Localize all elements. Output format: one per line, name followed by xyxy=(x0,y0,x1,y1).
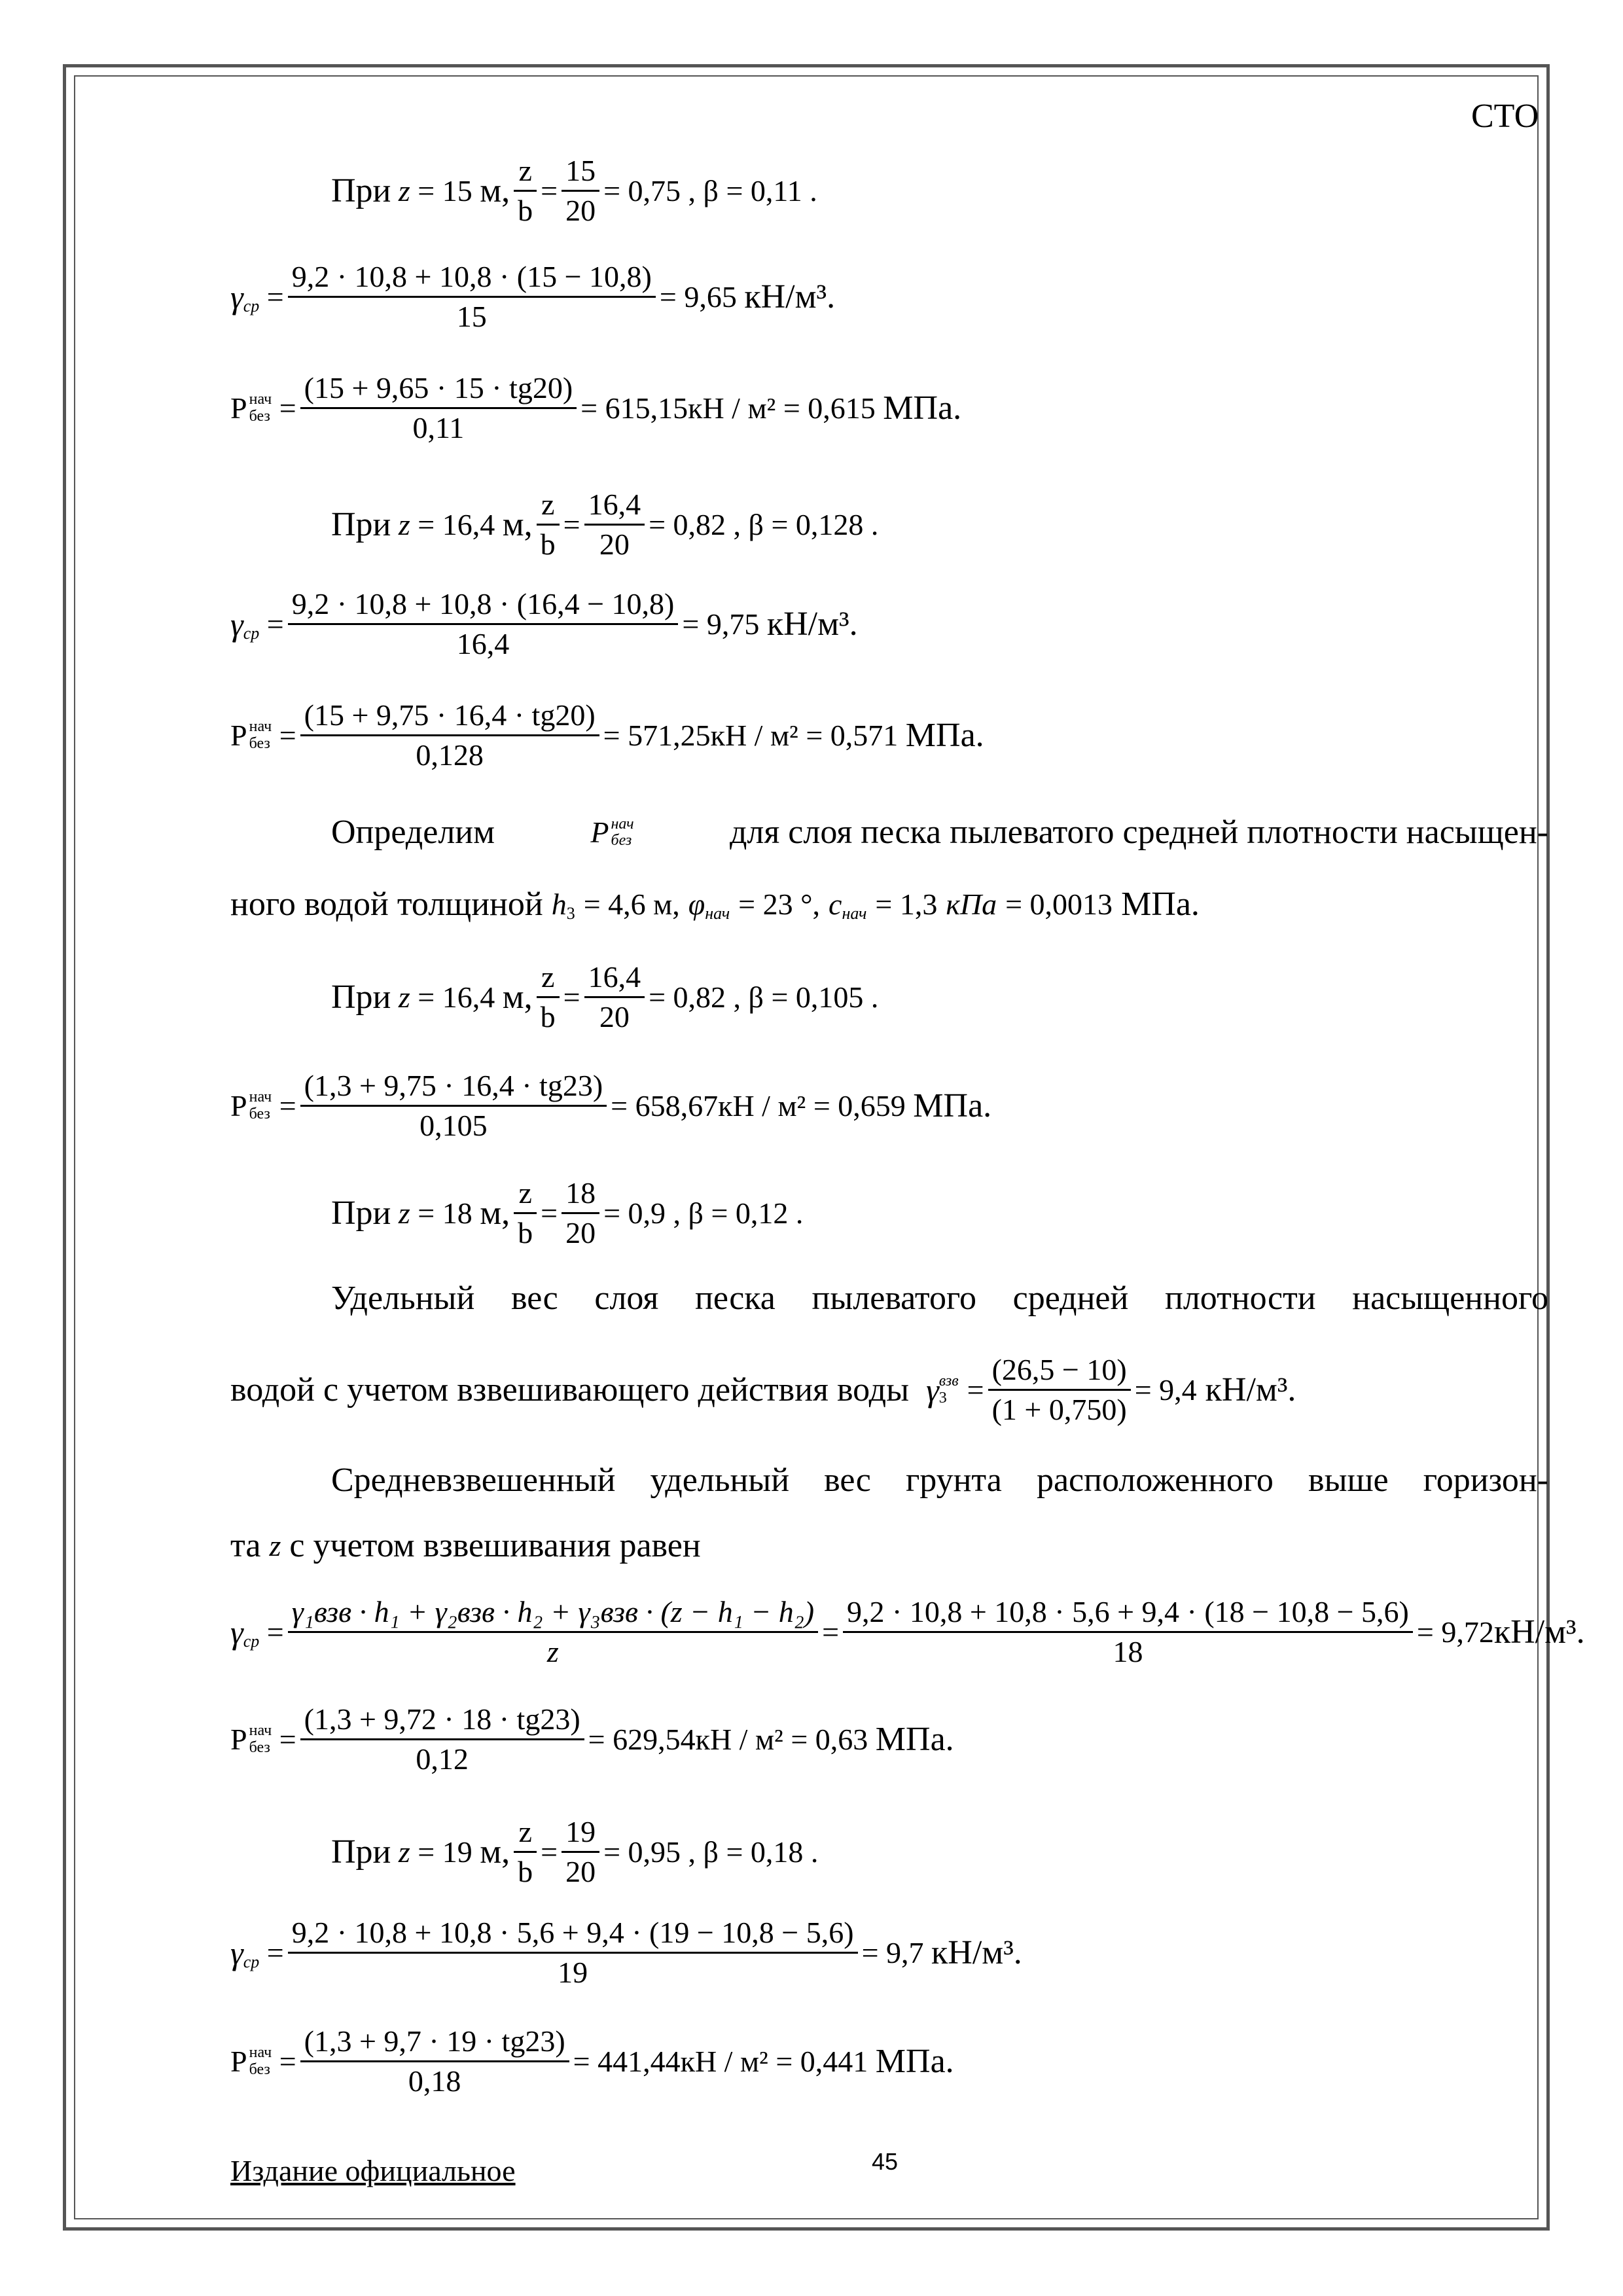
unit: кН/м³. xyxy=(744,278,836,315)
result: = 0,95 , β = 0,18 . xyxy=(603,1835,819,1869)
p-symbol: P xyxy=(230,718,247,752)
formula-p-164 xyxy=(230,700,984,770)
unit: МПа. xyxy=(905,716,984,754)
frac-num: (15 + 9,65 · 15 · tg20) xyxy=(304,371,573,404)
result: = 0,9 , β = 0,12 . xyxy=(603,1196,804,1230)
text-thickness: ного водой толщиной xyxy=(230,886,543,923)
value-h: = 4,6 м, xyxy=(583,888,680,921)
result: = 9,65 xyxy=(659,279,737,314)
unit-m: м, xyxy=(502,978,533,1016)
unit: МПа. xyxy=(883,389,962,427)
paragraph-specific-weight-line2 xyxy=(230,1355,1296,1425)
paragraph-specific-weight-line1: Удельный вес слоя песка пылеватого средней плотности насыщенного xyxy=(331,1280,1548,1317)
formula-z18-ratio: При z = 18 м, $\frac{z}{b}$ = $\frac{18}{20}$ = 0,9 , β = 0,12 . xyxy=(331,1176,804,1249)
unit-kpa: кПа xyxy=(946,888,997,921)
formula-z164-ratio-b: При z = 16,4 м, $\frac{z}{b}$ = $\frac{16,4}{20}$ = 0,82 , β = 0,105 . xyxy=(331,960,879,1033)
frac-den: 18 xyxy=(843,1631,1413,1667)
frac-num: 18 xyxy=(565,1176,596,1210)
frac-den: (1 + 0,750) xyxy=(988,1389,1131,1425)
h-subscript: 3 xyxy=(566,904,575,923)
frac-den: b xyxy=(514,1212,537,1248)
result: = 9,75 xyxy=(682,607,760,641)
formula-z164-ratio: При z = 16,4 м, $\frac{z}{b}$ = $\frac{16,4}{20}$ = 0,82 , β = 0,128 . xyxy=(331,488,879,561)
var-z: z xyxy=(398,1196,410,1230)
formula-gamma-15 xyxy=(230,262,835,332)
frac-num: (15 + 9,75 · 16,4 · tg20) xyxy=(304,698,596,732)
equals: = xyxy=(279,2044,296,2078)
p-symbol: P xyxy=(230,391,247,425)
frac-den: b xyxy=(537,524,560,560)
formula-gamma-19 xyxy=(230,1918,1022,1988)
edition-note: Издание официальное xyxy=(230,2154,516,2187)
equals: = xyxy=(266,1935,284,1969)
frac-den: 0,12 xyxy=(300,1738,584,1774)
unit-m: м, xyxy=(480,171,510,209)
doc-code: СТО xyxy=(1471,98,1539,135)
unit: МПа. xyxy=(1121,886,1200,923)
var-z: z xyxy=(398,507,410,541)
frac-num: z xyxy=(518,1176,532,1210)
result: = 658,67кН / м² = 0,659 xyxy=(611,1088,906,1122)
unit: МПа. xyxy=(875,1720,954,1758)
unit-m: м, xyxy=(502,505,533,543)
text-pri: При xyxy=(331,1833,391,1871)
frac-den: 20 xyxy=(584,524,645,560)
p-superscript: нач xyxy=(249,718,272,736)
value-c: = 1,3 xyxy=(875,888,938,921)
frac-num: 9,2 · 10,8 + 10,8 · (15 − 10,8) xyxy=(291,260,652,293)
text-determine: Определим xyxy=(331,814,495,851)
text-pri: При xyxy=(331,505,391,543)
frac-num: 16,4 xyxy=(588,488,641,521)
result: = 9,72 xyxy=(1416,1615,1494,1649)
gamma-superscript: взв xyxy=(938,1372,959,1390)
formula-z19-ratio: При z = 19 м, $\frac{z}{b}$ = $\frac{19}{20}$ = 0,95 , β = 0,18 . xyxy=(331,1815,819,1888)
gamma-subscript: ср xyxy=(243,296,260,315)
frac-den: 0,11 xyxy=(300,407,577,443)
text-pri: При xyxy=(331,1194,391,1232)
result: = 615,15кН / м² = 0,615 xyxy=(580,391,876,425)
p-superscript: нач xyxy=(611,815,634,833)
formula-gamma-164 xyxy=(230,589,858,659)
result: = 0,82 , β = 0,105 . xyxy=(649,980,879,1014)
result: = 629,54кН / м² = 0,63 xyxy=(588,1722,868,1756)
gamma-subscript: ср xyxy=(243,623,260,643)
text-with-buoyancy-equal: с учетом взвешивания равен xyxy=(289,1527,701,1564)
unit-m: м, xyxy=(480,1194,510,1232)
value-z: = 18 xyxy=(418,1196,473,1230)
equals: = xyxy=(279,1722,296,1756)
phi-subscript: нач xyxy=(705,904,730,923)
frac-den: 19 xyxy=(288,1952,858,1988)
p-symbol: P xyxy=(590,816,609,849)
value-z: = 16,4 xyxy=(418,980,495,1014)
p-superscript: нач xyxy=(249,2044,272,2062)
frac-den: b xyxy=(514,190,537,226)
unit: МПа. xyxy=(913,1086,992,1124)
unit: кН/м³. xyxy=(1205,1371,1296,1408)
frac-num: 9,2 · 10,8 + 10,8 · 5,6 + 9,4 · (18 − 10,8 − 5,6) xyxy=(847,1595,1409,1628)
result: = 441,44кН / м² = 0,441 xyxy=(573,2044,868,2078)
equals: = xyxy=(279,1088,296,1122)
frac-num: (26,5 − 10) xyxy=(991,1353,1127,1386)
var-c: c xyxy=(829,888,842,921)
frac-num: 9,2 · 10,8 + 10,8 · (16,4 − 10,8) xyxy=(291,587,675,620)
gamma-subscript: ср xyxy=(243,1952,260,1971)
unit: кН/м³. xyxy=(766,605,858,643)
formula-gamma-weighted xyxy=(230,1597,1585,1667)
gamma-symbol: γ xyxy=(230,1613,243,1651)
p-subscript: без xyxy=(249,1105,270,1122)
var-z: z xyxy=(398,1835,410,1869)
unit: МПа. xyxy=(875,2042,954,2080)
p-subscript: без xyxy=(249,407,270,425)
frac-num: z xyxy=(518,1815,532,1848)
text-layer-description: для слоя песка пылеватого средней плотности насыщен- xyxy=(729,814,1548,851)
p-superscript: нач xyxy=(249,391,272,408)
frac-den: 16,4 xyxy=(288,623,679,659)
p-superscript: нач xyxy=(249,1088,272,1106)
gamma-symbol: γ xyxy=(230,278,243,315)
text-pri: При xyxy=(331,171,391,209)
frac-num: 9,2 · 10,8 + 10,8 · 5,6 + 9,4 · (19 − 10,8 − 5,6) xyxy=(291,1916,854,1949)
equals: = xyxy=(266,607,284,641)
paragraph-determine-line1 xyxy=(331,816,1548,850)
gamma-subscript: ср xyxy=(243,1631,260,1651)
equals: = xyxy=(266,279,284,314)
unit: кН/м³. xyxy=(1493,1613,1585,1651)
frac-num: 15 xyxy=(565,154,596,187)
value-mpa: = 0,0013 xyxy=(1005,888,1113,921)
p-symbol: P xyxy=(230,1722,247,1756)
formula-p-19 xyxy=(230,2026,954,2096)
frac-num: (1,3 + 9,7 · 19 · tg23) xyxy=(304,2024,565,2058)
frac-den: 0,128 xyxy=(300,734,599,770)
frac-den: 20 xyxy=(562,190,599,226)
formula-z15-ratio: При z = 15 м, $\frac{z}{b}$ = $\frac{15}{20}$ = 0,75 , β = 0,11 . xyxy=(331,154,817,227)
result: = 9,7 xyxy=(861,1935,924,1969)
p-subscript: без xyxy=(611,832,632,849)
equals: = xyxy=(279,391,296,425)
equals: = xyxy=(266,1615,284,1649)
frac-den: 20 xyxy=(584,996,645,1032)
value-z: = 15 xyxy=(418,173,473,207)
frac-num: z xyxy=(518,154,532,187)
equals: = xyxy=(967,1372,984,1407)
frac-num: (1,3 + 9,72 · 18 · tg23) xyxy=(304,1702,580,1736)
frac-num: z xyxy=(541,960,555,994)
frac-den: 15 xyxy=(288,296,656,332)
gamma-symbol: γ xyxy=(926,1371,939,1408)
formula-p-18 xyxy=(230,1704,954,1774)
paragraph-determine-line2 xyxy=(230,888,1200,922)
p-symbol: P xyxy=(230,1088,247,1122)
frac-num: (1,3 + 9,75 · 16,4 · tg23) xyxy=(304,1069,603,1102)
value-z: = 19 xyxy=(418,1835,473,1869)
frac-num-general: γ₁взв · h₁ + γ₂взв · h₂ + γ₃взв · (z − h₁ − h₂) xyxy=(291,1595,815,1628)
p-subscript: без xyxy=(249,1738,270,1756)
var-h: h xyxy=(551,888,567,921)
unit-m: м, xyxy=(480,1833,510,1871)
frac-num: 19 xyxy=(565,1815,596,1848)
p-symbol: P xyxy=(230,2044,247,2078)
gamma-symbol: γ xyxy=(230,1934,243,1971)
equals: = xyxy=(822,1615,840,1649)
frac-num: z xyxy=(541,488,555,521)
result: = 0,75 , β = 0,11 . xyxy=(603,173,817,207)
frac-num: 16,4 xyxy=(588,960,641,994)
formula-p-164-b xyxy=(230,1071,991,1141)
frac-den: 0,105 xyxy=(300,1105,607,1141)
frac-den-general: z xyxy=(288,1631,818,1667)
p-superscript: нач xyxy=(249,1722,272,1740)
var-phi: φ xyxy=(688,888,705,921)
var-z: z xyxy=(398,173,410,207)
frac-den: 20 xyxy=(562,1212,599,1248)
result: = 9,4 xyxy=(1134,1372,1197,1407)
equals: = xyxy=(279,718,296,752)
paragraph-avg-weight-line2 xyxy=(230,1529,701,1563)
page-number: 45 xyxy=(872,2148,899,2175)
unit: кН/м³. xyxy=(931,1933,1022,1971)
formula-p-15 xyxy=(230,373,961,443)
value-z: = 16,4 xyxy=(418,507,495,541)
var-z: z xyxy=(398,980,410,1014)
p-subscript: без xyxy=(249,2060,270,2078)
gamma-subscript: 3 xyxy=(938,1389,947,1407)
result: = 571,25кН / м² = 0,571 xyxy=(603,718,899,752)
p-subscript: без xyxy=(249,734,270,752)
text-with-buoyancy: водой с учетом взвешивающего действия воды xyxy=(230,1371,910,1408)
text-ta: та xyxy=(230,1527,261,1564)
paragraph-avg-weight-line1: Средневзвешенный удельный вес грунта расположенного выше горизон- xyxy=(331,1462,1548,1499)
result: = 0,82 , β = 0,128 . xyxy=(649,507,879,541)
text-pri: При xyxy=(331,978,391,1016)
frac-den: b xyxy=(514,1851,537,1887)
frac-den: 0,18 xyxy=(300,2060,569,2096)
value-phi: = 23 °, xyxy=(738,888,821,921)
frac-den: b xyxy=(537,996,560,1032)
var-z: z xyxy=(269,1529,281,1562)
c-subscript: нач xyxy=(842,904,867,923)
frac-den: 20 xyxy=(562,1851,599,1887)
gamma-symbol: γ xyxy=(230,605,243,643)
